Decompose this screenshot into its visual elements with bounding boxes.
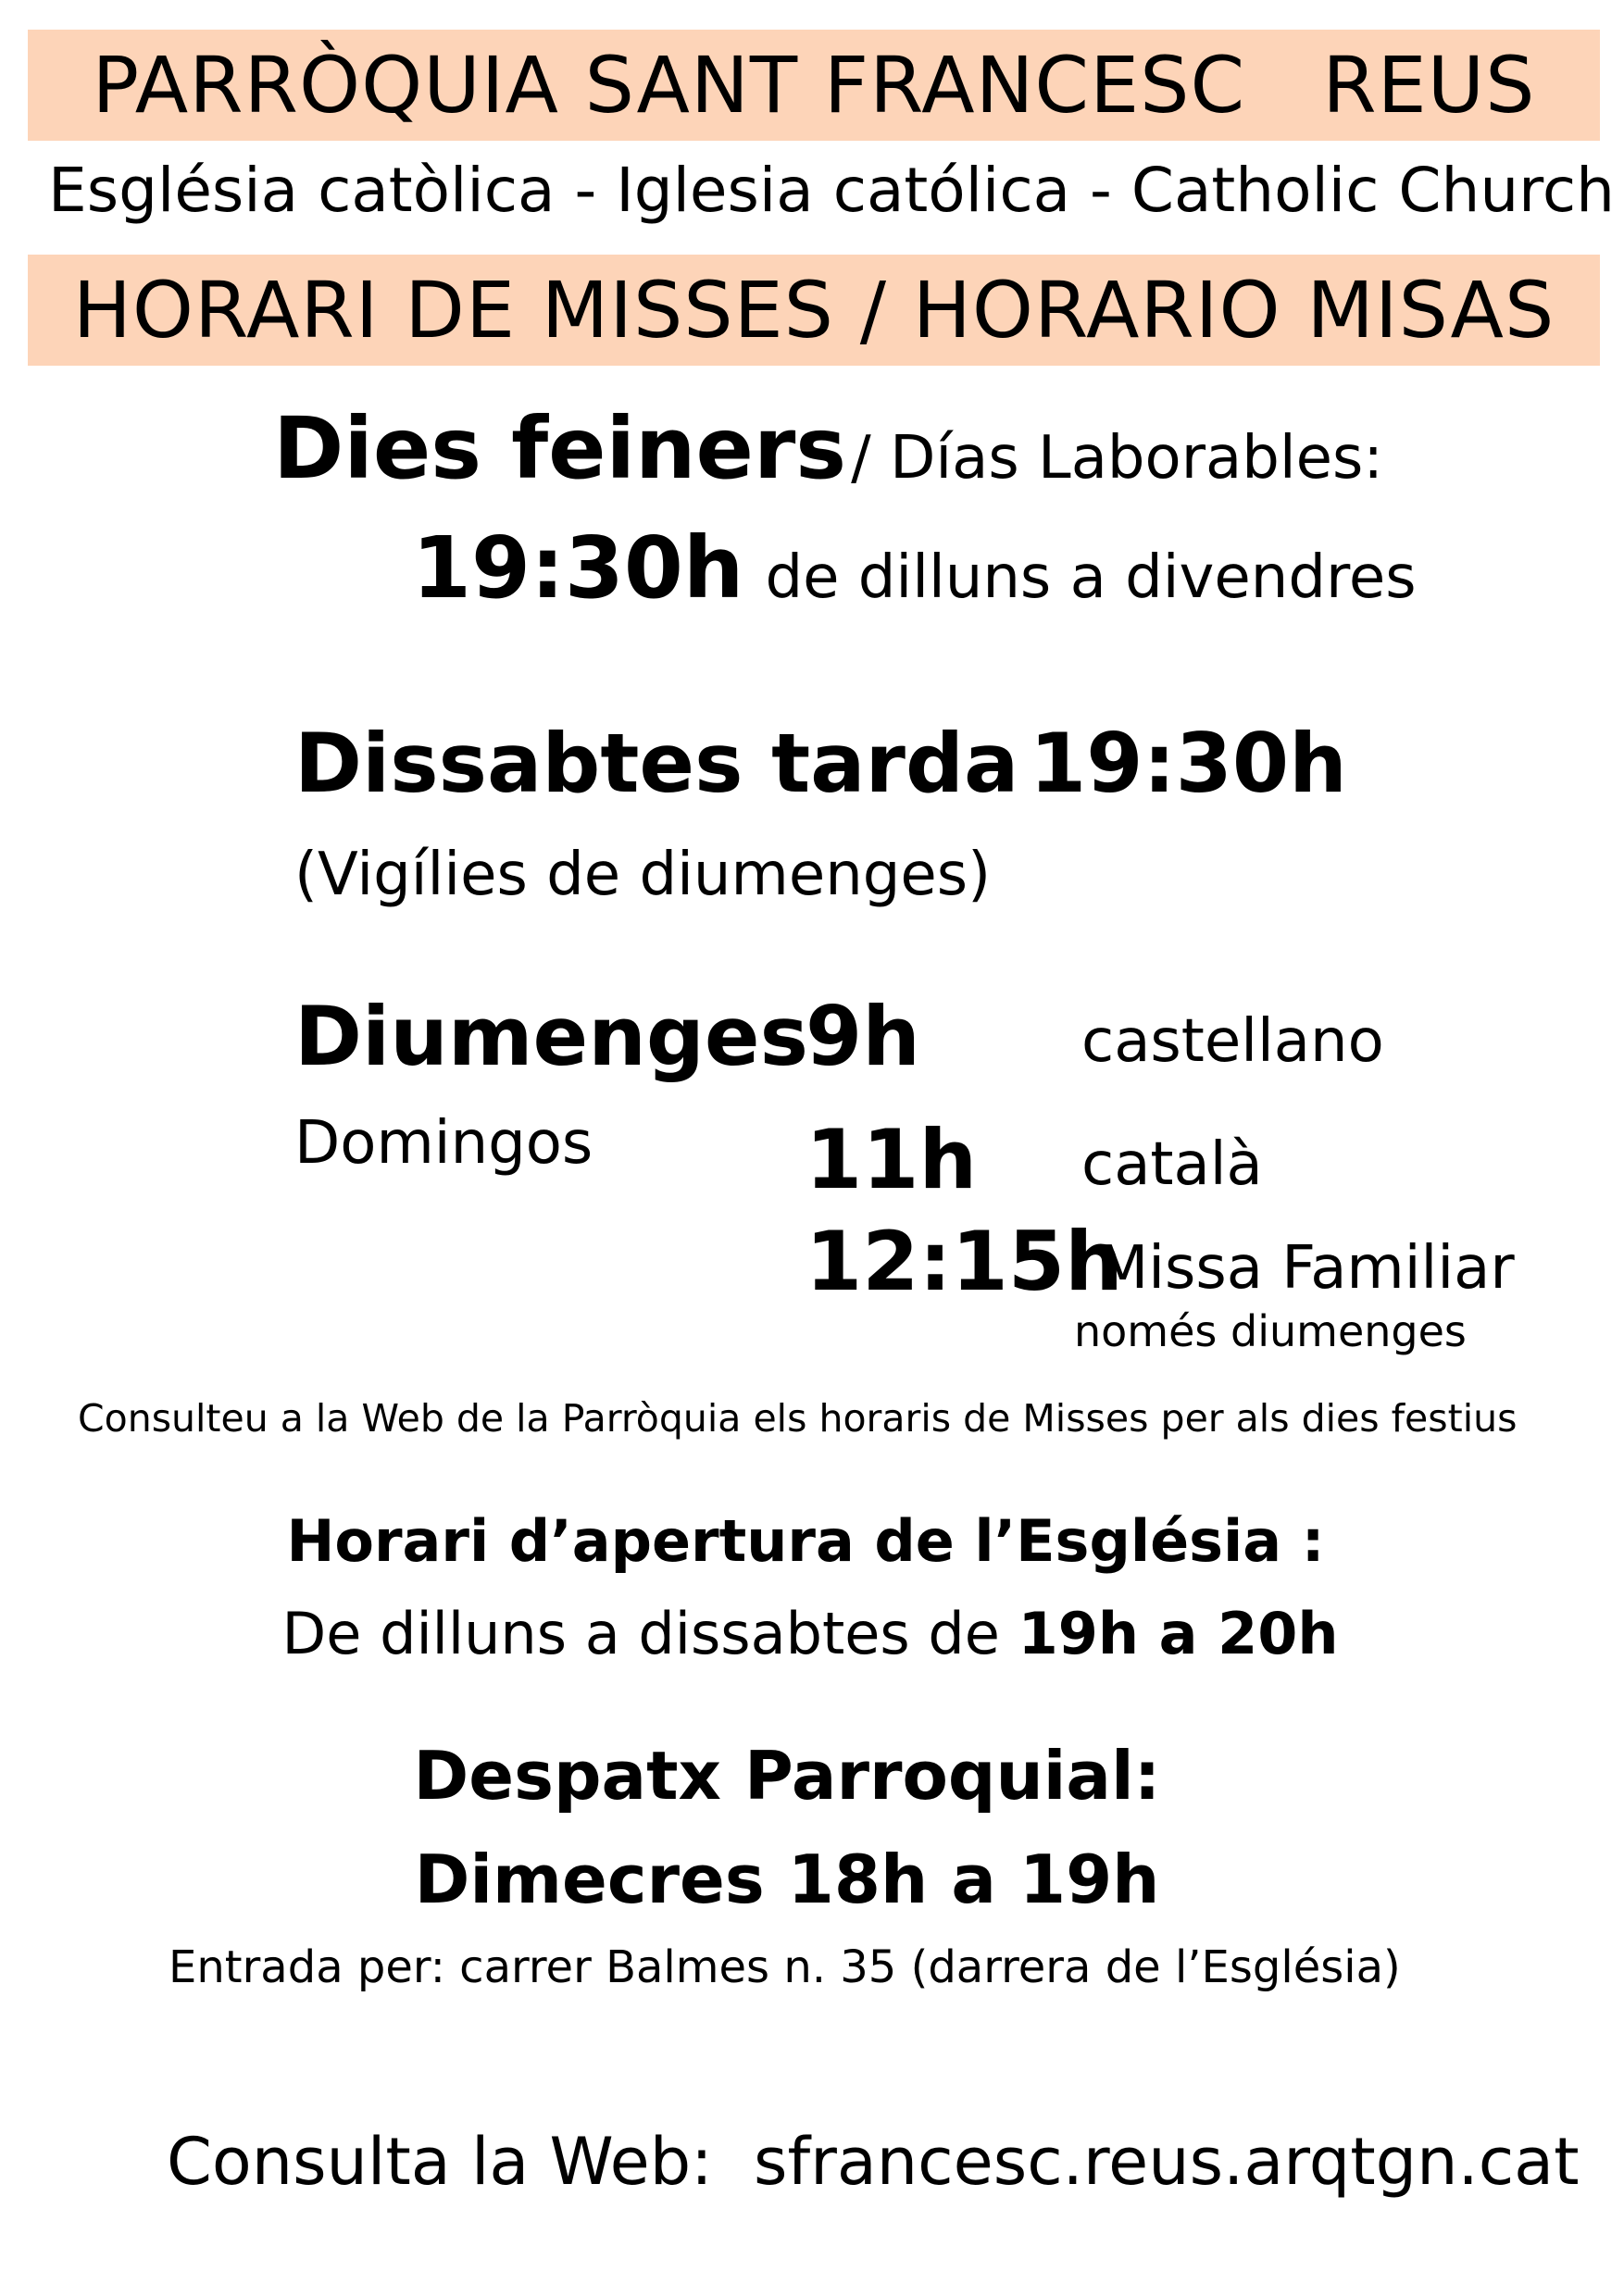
sunday-mass-description: castellano	[1081, 1007, 1384, 1076]
saturday-time: 19:30h	[1030, 716, 1347, 811]
section-title: HORARI DE MISSES / HORARIO MISAS	[72, 265, 1555, 356]
parish-title: PARRÒQUIA SANT FRANCESC REUS	[92, 40, 1536, 131]
web-line	[167, 2115, 1580, 2208]
opening-hours	[0, 1592, 1620, 1676]
office-title: Despatx Parroquial:	[413, 1737, 1161, 1815]
weekdays-schedule	[412, 518, 1417, 639]
sunday-mass-description: català	[1081, 1130, 1263, 1199]
saturday-note: (Vigílies de diumenges)	[294, 841, 992, 909]
section-band	[28, 255, 1600, 366]
office-hours: Dimecres 18h a 19h	[414, 1841, 1160, 1918]
title-band	[28, 30, 1600, 141]
sunday-label: Diumenges	[294, 989, 808, 1084]
weekdays-label: Dies feiners	[273, 399, 847, 498]
saturday-label: Dissabtes tarda	[294, 716, 1019, 811]
weekdays-heading	[273, 398, 1383, 524]
sunday-mass-time: 9h	[806, 989, 920, 1084]
weekdays-description: de dilluns a divendres	[765, 543, 1417, 612]
web-url[interactable]: sfrancesc.reus.arqtgn.cat	[754, 2124, 1580, 2200]
weekdays-label-es: / Días Laborables:	[851, 424, 1383, 493]
sunday-mass-time: 12:15h	[806, 1214, 1123, 1309]
sunday-mass-note: només diumenges	[1074, 1306, 1467, 1356]
weekdays-time: 19:30h	[412, 518, 744, 618]
web-label: Consulta la Web:	[167, 2124, 713, 2200]
office-entrance: Entrada per: carrer Balmes n. 35 (darrera de l’Església)	[169, 1941, 1401, 1993]
church-subtitle: Església catòlica - Iglesia católica - Catholic Church	[48, 155, 1615, 226]
sunday-label-es: Domingos	[294, 1109, 593, 1178]
holidays-note: Consulteu a la Web de la Parròquia els horaris de Misses per als dies festius	[78, 1396, 1518, 1441]
sunday-mass-description: Missa Familiar	[1097, 1234, 1515, 1303]
opening-title: Horari d’apertura de l’Església :	[286, 1507, 1325, 1575]
sunday-mass-time: 11h	[806, 1112, 978, 1207]
opening-days: De dilluns a dissabtes de	[281, 1600, 1000, 1667]
opening-times: 19h a 20h	[1018, 1600, 1339, 1667]
